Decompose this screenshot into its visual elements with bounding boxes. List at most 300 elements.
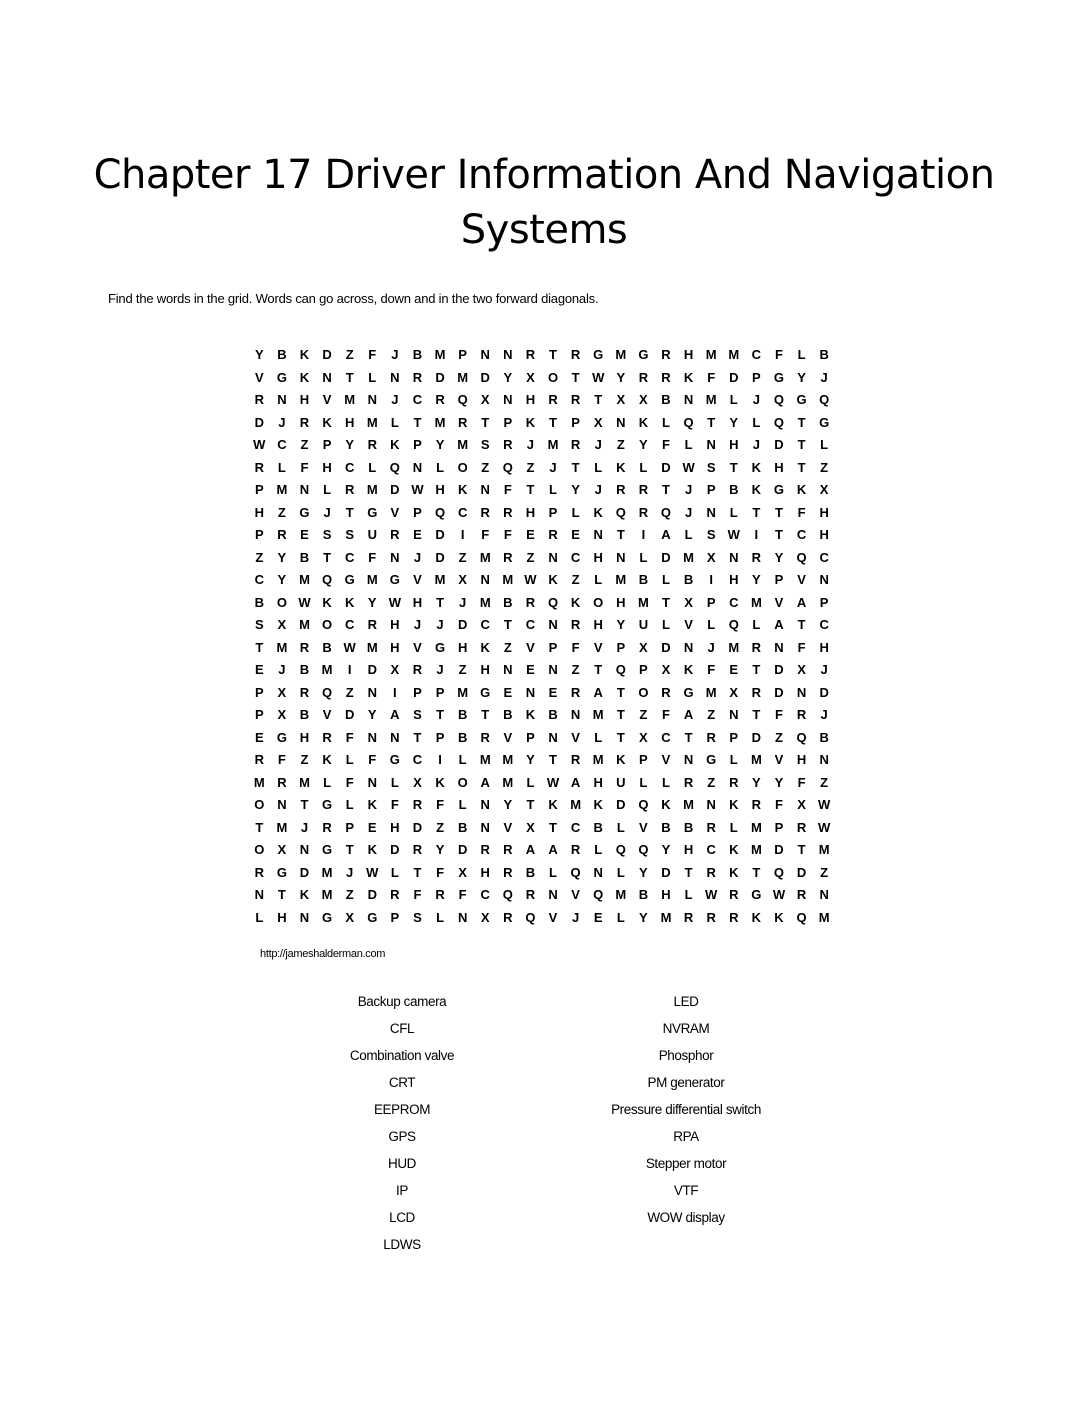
grid-cell: K <box>638 414 649 430</box>
grid-cell: M <box>434 572 446 587</box>
grid-cell: D <box>774 842 784 857</box>
grid-cell: K <box>367 842 377 857</box>
instructions: Find the words in the grid. Words can go across, down and in the two forward diagonals. <box>108 291 599 306</box>
grid-cell: L <box>436 459 445 475</box>
grid-cell: E <box>593 909 603 925</box>
grid-cell: R <box>322 729 332 745</box>
grid-cell: H <box>277 909 287 925</box>
grid-cell: R <box>729 909 739 925</box>
grid-cell: Y <box>254 347 264 362</box>
grid-cell: Q <box>638 842 649 857</box>
grid-cell: U <box>638 617 649 632</box>
grid-cell: L <box>458 797 467 812</box>
grid-cell: T <box>616 527 625 542</box>
grid-cell: Z <box>820 864 829 880</box>
grid-cell: N <box>299 842 310 857</box>
grid-cell: M <box>276 819 288 835</box>
word-list-item: Stepper motor <box>645 1156 727 1171</box>
grid-cell: K <box>774 909 784 925</box>
grid-cell: P <box>435 684 445 700</box>
grid-cell: P <box>774 572 784 587</box>
grid-cell: Q <box>796 729 807 745</box>
grid-cell: P <box>639 662 648 677</box>
grid-cell: R <box>254 864 264 880</box>
grid-cell: C <box>254 572 264 587</box>
grid-cell: W <box>818 819 831 835</box>
grid-cell: K <box>548 797 558 812</box>
grid-cell: F <box>277 752 286 767</box>
grid-cell: Q <box>615 504 626 520</box>
grid-cell: J <box>549 459 557 475</box>
grid-cell: R <box>435 887 445 902</box>
word-list-item: LDWS <box>383 1237 421 1252</box>
grid-cell: V <box>322 392 332 407</box>
grid-cell: F <box>797 774 806 790</box>
grid-cell: Y <box>503 797 513 812</box>
grid-cell: F <box>662 437 670 452</box>
grid-cell: B <box>277 347 287 362</box>
grid-cell: U <box>367 527 377 542</box>
grid-cell: X <box>413 774 422 790</box>
grid-cell: K <box>480 639 490 655</box>
grid-cell: M <box>705 684 717 700</box>
grid-cell: N <box>548 549 558 565</box>
grid-cell: H <box>729 572 739 587</box>
grid-cell: M <box>366 639 378 655</box>
grid-cell: M <box>683 797 694 812</box>
grid-cell: V <box>526 639 535 655</box>
grid-cell: K <box>616 752 626 767</box>
grid-cell: H <box>774 459 784 475</box>
grid-cell: R <box>254 392 264 407</box>
grid-cell: L <box>752 617 761 632</box>
grid-cell: F <box>774 797 783 812</box>
grid-cell: G <box>819 414 830 430</box>
grid-cell: F <box>707 662 716 677</box>
grid-cell: Z <box>300 752 309 767</box>
grid-cell: L <box>820 437 829 452</box>
grid-cell: C <box>277 437 287 452</box>
grid-cell: N <box>706 797 716 812</box>
grid-cell: L <box>639 774 648 790</box>
grid-cell: M <box>457 437 469 452</box>
grid-cell: B <box>457 707 468 722</box>
grid-cell: K <box>751 482 762 497</box>
grid-cell: P <box>390 909 400 925</box>
grid-cell: M <box>502 774 514 790</box>
grid-cell: N <box>277 392 287 407</box>
grid-cell: B <box>819 729 829 745</box>
grid-cell: R <box>503 437 513 452</box>
grid-cell: R <box>638 482 649 497</box>
grid-cell: G <box>276 729 287 745</box>
grid-cell: W <box>727 527 740 542</box>
grid-cell: G <box>322 909 333 925</box>
grid-cell: G <box>773 369 785 385</box>
grid-cell: E <box>548 684 558 700</box>
grid-cell: K <box>435 774 445 790</box>
grid-cell: M <box>728 639 740 655</box>
grid-cell: Y <box>503 369 513 385</box>
grid-cell: P <box>616 639 626 655</box>
grid-cell: N <box>480 797 490 812</box>
grid-cell: D <box>344 707 355 722</box>
grid-cell: C <box>344 459 355 475</box>
grid-cell: R <box>548 527 558 542</box>
word-list-item: LED <box>673 994 699 1009</box>
grid-cell: K <box>661 797 671 812</box>
grid-cell: L <box>571 504 580 520</box>
grid-cell: R <box>525 594 536 610</box>
grid-cell: R <box>570 437 581 452</box>
grid-cell: V <box>571 887 580 902</box>
grid-cell: J <box>820 662 828 677</box>
grid-cell: O <box>593 594 604 610</box>
grid-cell: L <box>323 482 332 497</box>
grid-cell: D <box>457 842 468 857</box>
grid-cell: M <box>637 594 649 610</box>
grid-cell: Q <box>660 504 672 520</box>
grid-cell: T <box>526 797 535 812</box>
grid-cell: P <box>729 729 739 745</box>
grid-cell: F <box>503 482 512 497</box>
grid-cell: C <box>480 887 490 902</box>
grid-cell: T <box>662 594 670 610</box>
grid-cell: H <box>412 594 423 610</box>
grid-cell: V <box>548 909 558 925</box>
grid-cell: B <box>548 707 558 722</box>
grid-cell: R <box>299 684 310 700</box>
word-list-item: Backup camera <box>357 994 447 1009</box>
grid-cell: N <box>548 617 558 632</box>
grid-cell: X <box>458 864 467 880</box>
grid-cell: Q <box>773 864 785 880</box>
grid-cell: A <box>661 527 671 542</box>
grid-cell: M <box>750 752 762 767</box>
grid-cell: N <box>729 707 739 722</box>
grid-cell: H <box>299 729 310 745</box>
grid-cell: X <box>616 392 626 407</box>
grid-cell: K <box>683 369 694 385</box>
grid-cell: W <box>366 864 379 880</box>
grid-cell: V <box>797 572 806 587</box>
grid-cell: X <box>277 617 287 632</box>
grid-cell: X <box>706 549 716 565</box>
grid-cell: V <box>571 729 580 745</box>
grid-cell: Q <box>547 594 559 610</box>
grid-cell: B <box>457 819 468 835</box>
grid-cell: Z <box>277 504 286 520</box>
grid-cell: I <box>438 752 442 767</box>
grid-cell: T <box>323 549 332 565</box>
grid-cell: T <box>345 369 354 385</box>
grid-cell: L <box>684 887 693 902</box>
grid-cell: Q <box>773 414 785 430</box>
grid-cell: B <box>322 639 332 655</box>
grid-cell: G <box>706 752 717 767</box>
grid-cell: H <box>457 639 468 655</box>
grid-cell: T <box>594 662 603 677</box>
grid-cell: D <box>774 437 784 452</box>
grid-cell: F <box>503 527 512 542</box>
grid-cell: W <box>298 594 311 610</box>
grid-cell: K <box>299 369 310 385</box>
grid-cell: O <box>457 774 468 790</box>
grid-cell: A <box>548 842 558 857</box>
grid-cell: T <box>436 707 445 722</box>
grid-cell: R <box>638 504 649 520</box>
grid-cell: G <box>751 887 762 902</box>
grid-cell: E <box>367 819 377 835</box>
grid-cell: Y <box>639 437 648 452</box>
grid-cell: J <box>436 617 444 632</box>
grid-cell: B <box>254 594 264 610</box>
word-list-left <box>282 992 522 1262</box>
grid-cell: Z <box>255 549 264 565</box>
grid-cell: R <box>525 347 536 362</box>
grid-cell: J <box>707 639 715 655</box>
grid-cell: G <box>434 639 446 655</box>
grid-cell: E <box>526 527 535 542</box>
grid-cell: F <box>774 347 783 362</box>
grid-cell: T <box>684 864 693 880</box>
grid-cell: Y <box>752 774 761 790</box>
grid-cell: W <box>546 774 560 790</box>
grid-cell: S <box>413 707 422 722</box>
grid-cell: G <box>367 504 378 520</box>
grid-cell: K <box>593 504 603 520</box>
page-title: Chapter 17 Driver Information And Navigation Systems <box>93 152 995 253</box>
grid-cell: N <box>774 639 784 655</box>
grid-cell: F <box>436 864 445 880</box>
grid-cell: M <box>818 842 830 857</box>
grid-cell: Z <box>820 774 829 790</box>
grid-cell: M <box>344 392 356 407</box>
word-list-item: PM generator <box>647 1075 725 1090</box>
grid-cell: N <box>503 392 513 407</box>
grid-cell: L <box>594 572 603 587</box>
grid-cell: N <box>322 369 332 385</box>
grid-cell: R <box>480 729 490 745</box>
grid-cell: T <box>616 684 625 700</box>
grid-cell: X <box>458 572 467 587</box>
grid-cell: X <box>480 392 490 407</box>
grid-cell: B <box>661 392 671 407</box>
grid-cell: L <box>345 752 354 767</box>
grid-cell: Q <box>819 392 830 407</box>
grid-cell: N <box>480 572 490 587</box>
grid-cell: D <box>661 864 671 880</box>
grid-cell: T <box>616 729 625 745</box>
grid-cell: N <box>367 774 377 790</box>
grid-cell: S <box>322 527 332 542</box>
grid-cell: T <box>255 639 264 655</box>
grid-cell: H <box>683 842 694 857</box>
grid-cell: B <box>638 572 649 587</box>
grid-cell: R <box>729 774 739 790</box>
grid-cell: O <box>547 369 559 385</box>
grid-cell: J <box>594 437 602 452</box>
grid-cell: R <box>661 684 671 700</box>
grid-cell: V <box>774 752 784 767</box>
grid-cell: I <box>641 527 646 542</box>
grid-cell: L <box>390 864 399 880</box>
grid-cell: H <box>390 639 400 655</box>
grid-cell: L <box>729 392 738 407</box>
word-list-item: LCD <box>389 1210 415 1225</box>
grid-cell: Z <box>481 459 490 475</box>
grid-cell: Z <box>458 662 467 677</box>
grid-cell: Z <box>458 549 467 565</box>
grid-cell: T <box>549 414 557 430</box>
grid-cell: K <box>593 797 603 812</box>
grid-cell: R <box>751 684 762 700</box>
grid-cell: L <box>707 617 716 632</box>
grid-cell: R <box>661 369 671 385</box>
word-list-item: WOW display <box>647 1210 725 1225</box>
grid-cell: T <box>413 864 422 880</box>
grid-cell: Z <box>571 662 580 677</box>
grid-cell: B <box>299 662 310 677</box>
grid-cell: I <box>393 684 397 700</box>
grid-cell: C <box>344 617 355 632</box>
grid-cell: A <box>570 774 581 790</box>
grid-cell: R <box>570 842 581 857</box>
grid-cell: M <box>615 887 627 902</box>
grid-cell: R <box>616 482 626 497</box>
grid-cell: E <box>254 729 264 745</box>
grid-cell: M <box>750 819 762 835</box>
grid-cell: Y <box>729 414 739 430</box>
grid-cell: Z <box>345 887 354 902</box>
grid-cell: M <box>366 482 378 497</box>
grid-cell: R <box>435 392 445 407</box>
grid-cell: G <box>796 392 807 407</box>
grid-cell: R <box>548 392 558 407</box>
word-list-item: VTF <box>673 1183 699 1198</box>
grid-cell: T <box>549 819 557 835</box>
grid-cell: C <box>796 527 807 542</box>
grid-cell: Z <box>616 437 625 452</box>
grid-cell: A <box>774 617 784 632</box>
grid-cell: M <box>457 369 469 385</box>
source-url: http://jameshalderman.com <box>260 948 386 960</box>
grid-cell: E <box>503 684 513 700</box>
word-list-item: EEPROM <box>373 1102 431 1117</box>
grid-cell: T <box>616 707 625 722</box>
grid-cell: N <box>729 549 739 565</box>
grid-cell: R <box>412 662 423 677</box>
grid-cell: N <box>819 752 829 767</box>
grid-cell: H <box>322 459 332 475</box>
grid-cell: M <box>818 909 830 925</box>
grid-cell: T <box>503 617 512 632</box>
grid-cell: J <box>571 909 580 925</box>
grid-cell: Y <box>661 842 671 857</box>
grid-cell: T <box>707 414 716 430</box>
grid-cell: R <box>706 729 716 745</box>
grid-cell: T <box>729 459 738 475</box>
grid-cell: Z <box>503 639 512 655</box>
grid-cell: A <box>683 707 694 722</box>
grid-cell: E <box>254 662 264 677</box>
grid-cell: V <box>254 369 264 385</box>
grid-cell: B <box>683 819 694 835</box>
grid-cell: Q <box>322 572 333 587</box>
grid-cell: D <box>774 684 784 700</box>
grid-cell: J <box>752 392 760 407</box>
grid-cell: V <box>661 752 671 767</box>
grid-cell: Y <box>526 752 535 767</box>
grid-cell: E <box>526 662 535 677</box>
grid-cell: N <box>593 527 603 542</box>
grid-cell: L <box>345 797 354 812</box>
grid-cell: H <box>344 414 355 430</box>
grid-cell: D <box>412 819 423 835</box>
grid-cell: N <box>548 887 558 902</box>
grid-cell: G <box>773 482 785 497</box>
grid-cell: E <box>413 527 422 542</box>
grid-cell: L <box>729 504 738 520</box>
grid-cell: G <box>593 347 604 362</box>
grid-cell: L <box>729 752 738 767</box>
grid-cell: M <box>321 864 333 880</box>
grid-cell: F <box>345 729 354 745</box>
grid-cell: P <box>571 414 580 430</box>
grid-cell: X <box>819 482 829 497</box>
grid-cell: W <box>592 369 605 385</box>
grid-cell: R <box>367 437 377 452</box>
grid-cell: F <box>662 707 670 722</box>
grid-cell: P <box>819 594 829 610</box>
grid-cell: H <box>796 752 807 767</box>
grid-cell: V <box>413 639 422 655</box>
letter-grid <box>248 344 835 929</box>
grid-cell: L <box>594 842 603 857</box>
grid-cell: J <box>413 617 422 632</box>
grid-cell: P <box>639 752 648 767</box>
grid-cell: Y <box>774 549 784 565</box>
grid-cell: Y <box>367 594 377 610</box>
grid-cell: J <box>323 504 331 520</box>
grid-cell: X <box>639 639 648 655</box>
grid-cell: Z <box>707 707 716 722</box>
grid-cell: G <box>299 504 310 520</box>
grid-cell: O <box>457 459 468 475</box>
grid-cell: R <box>254 459 264 475</box>
grid-cell: P <box>706 482 716 497</box>
grid-cell: N <box>277 797 287 812</box>
grid-cell: W <box>253 437 266 452</box>
grid-cell: J <box>684 504 693 520</box>
grid-cell: F <box>300 459 309 475</box>
grid-cell: T <box>752 707 761 722</box>
grid-cell: C <box>751 347 762 362</box>
grid-cell: T <box>436 594 445 610</box>
grid-cell: Y <box>367 707 377 722</box>
grid-cell: D <box>435 369 445 385</box>
grid-cell: C <box>706 842 716 857</box>
grid-cell: L <box>549 864 557 880</box>
grid-cell: D <box>390 482 400 497</box>
grid-cell: K <box>548 572 558 587</box>
grid-cell: C <box>457 504 468 520</box>
grid-cell: W <box>705 887 718 902</box>
grid-cell: T <box>774 504 783 520</box>
grid-cell: N <box>412 459 423 475</box>
grid-cell: J <box>684 482 693 497</box>
word-list-item: Phosphor <box>658 1048 714 1063</box>
